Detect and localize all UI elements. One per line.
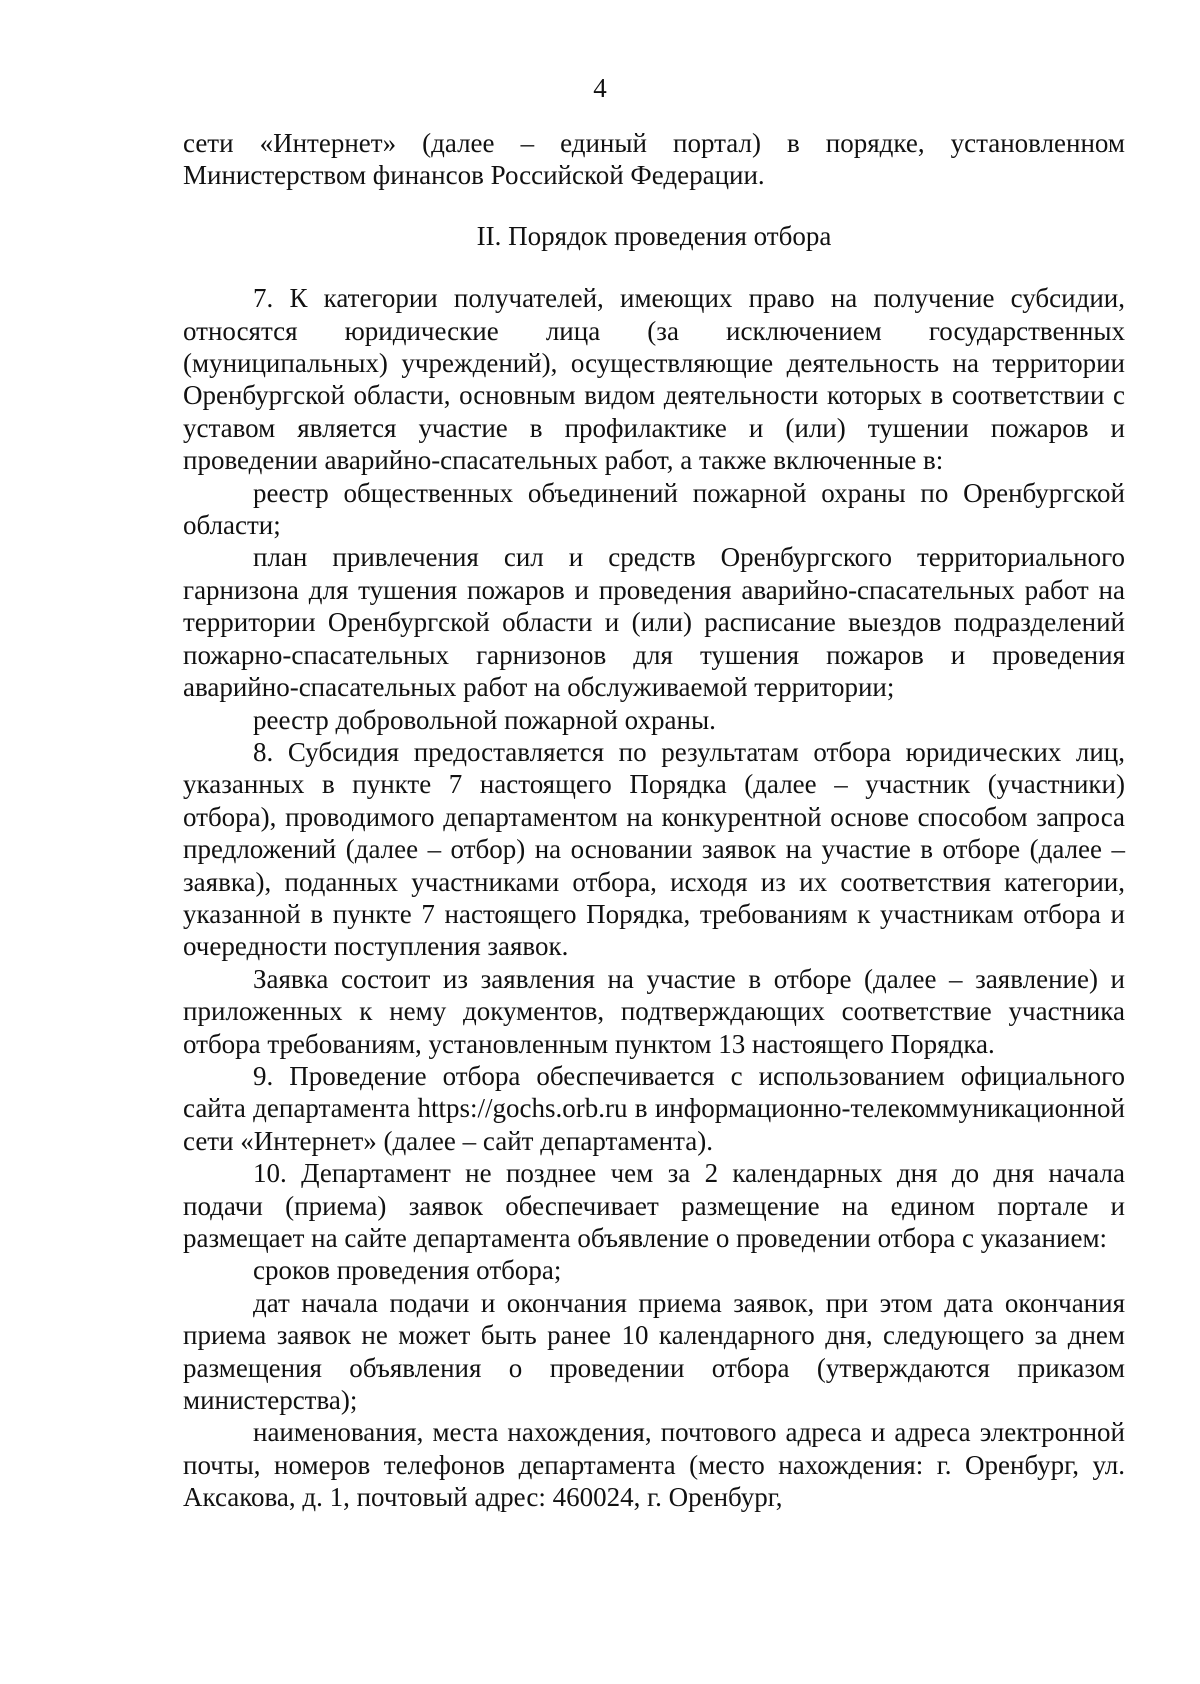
paragraph-item-9: 9. Проведение отбора обеспечивается с использованием официального сайта департамента https://gochs.orb.ru в информационно-телекоммуникационной сети «Интернет» (далее – сайт департамента). [183,1060,1125,1156]
paragraph-item-10: 10. Департамент не позднее чем за 2 календарных дня до дня начала подачи (приема) заявок обеспечивает размещение на едином портале и размещает на сайте департамента объявление о проведении отбора с указанием: [183,1158,1125,1253]
paragraph-contacts: наименования, места нахождения, почтового адреса и адреса электронной почты, номеров телефонов департамента (место нахождения: г. Оренбург, ул. Аксакова, д. 1, почтовый адрес: 460024, г. Оренбург, [183,1417,1125,1513]
paragraph-item-7: 7. К категории получателей, имеющих право на получение субсидии, относятся юридические лица (за исключением государственных (муниципальных) учреждений), осуществляющие деятельность на территории Оренбургской области, основным видом деятельности которых в соответствии с уставом является участие в профилактике и (или) тушении пожаров и проведении аварийно-спасательных работ, а также включенные в: [183,283,1125,476]
paragraph-application: Заявка состоит из заявления на участие в отборе (далее – заявление) и приложенных к нему документов, подтверждающих соответствие участника отбора требованиям, установленным пунктом 13 настоящего Порядка. [183,963,1125,1059]
paragraph-registry-volunteer: реестр добровольной пожарной охраны. [253,704,716,735]
paragraph-registry-public: реестр общественных объединений пожарной охраны по Оренбургской области; [183,477,1125,541]
paragraph-terms: сроков проведения отбора; [253,1255,562,1286]
paragraph-continuation: сети «Интернет» (далее – единый портал) в порядке, установленном Министерством финансов Российской Федерации. [183,128,1125,191]
paragraph-garrison-plan: план привлечения сил и средств Оренбургского территориального гарнизона для тушения пожаров и проведения аварийно-спасательных работ на территории Оренбургской области и (или) расписание выездов подразделений пожарно-спасательных гарнизонов для тушения пожаров и проведения аварийно-спасательных работ на обслуживаемой территории; [183,542,1125,703]
document-body [183,127,1125,1514]
page-number: 4 [593,73,607,103]
section-heading: II. Порядок проведения отбора [476,220,832,251]
paragraph-item-8: 8. Субсидия предоставляется по результатам отбора юридических лиц, указанных в пункте 7 настоящего Порядка (далее – участник (участники) отбора), проводимого департаментом на конкурентной основе способом запроса предложений (далее – отбор) на основании заявок на участие в отборе (далее – заявка), поданных участниками отбора, исходя из их соответствия категории, указанной в пункте 7 настоящего Порядка, требованиям к участникам отбора и очередности поступления заявок. [183,736,1125,962]
paragraph-dates: дат начала подачи и окончания приема заявок, при этом дата окончания приема заявок не может быть ранее 10 календарного дня, следующего за днем размещения объявления о проведении отбора (утверждаются приказом министерства); [183,1287,1125,1416]
